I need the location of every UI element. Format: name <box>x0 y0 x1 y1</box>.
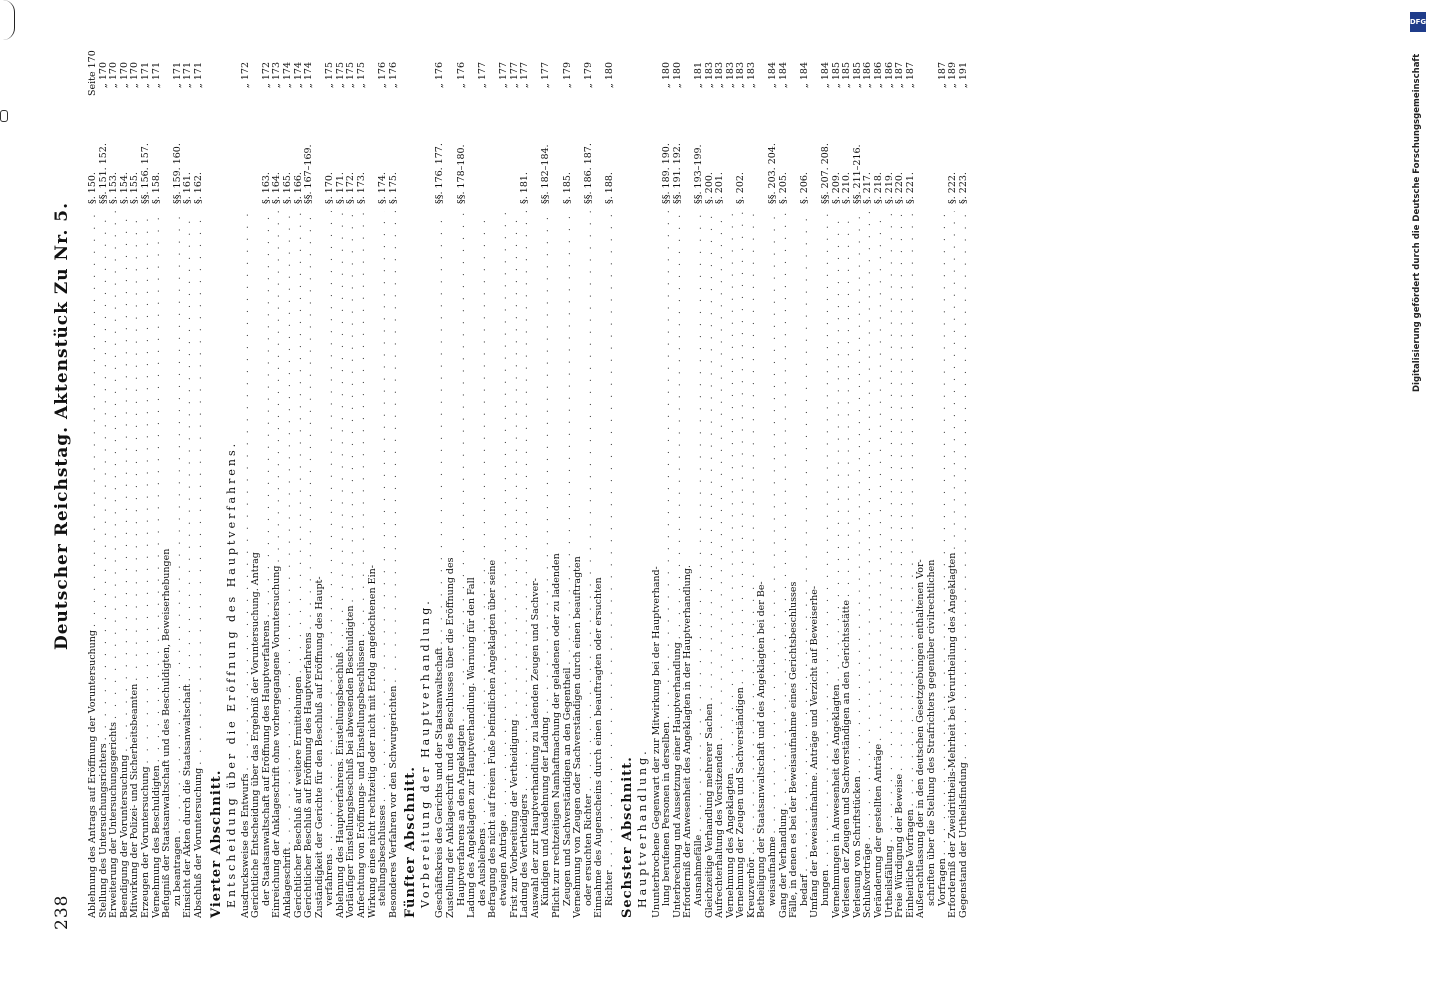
toc-entry-paragraph: §. 170. <box>324 172 336 204</box>
toc-entry-paragraph: §§. 156. 157. <box>139 143 151 204</box>
toc-entry-page: „ 170 <box>108 62 120 89</box>
toc-entry-page: „ 179 <box>582 62 594 89</box>
toc-entry-text: Einnahme des Augenscheins durch einen beauftragten oder ersuchten <box>593 577 605 918</box>
section-title: Vierter Abschnitt. <box>208 769 224 918</box>
toc-entry-page: „ 189 <box>947 62 959 89</box>
toc-entry-paragraph: §. 172. <box>345 172 357 204</box>
toc-entry-text: Mitwirkung der Polizei- und Sicherheitsbeamten <box>129 683 141 918</box>
toc-entry <box>87 50 99 918</box>
toc-entry-paragraph: §. 188. <box>603 172 615 204</box>
toc-entry-text: Vorläufiger Einstellungsbeschluß bei abwesenden Beschuldigten <box>345 605 357 918</box>
toc-entry-text: Beendigung der Voruntersuchung <box>118 754 130 918</box>
toc-entry-paragraph: §. 185. <box>561 172 573 204</box>
toc-entry-page: „ 175 <box>345 62 357 89</box>
toc-entry-text: bedarf <box>798 874 810 906</box>
toc-entry-page: „ 170 <box>118 62 130 89</box>
toc-entry-paragraph: §. 150. <box>87 172 98 204</box>
toc-entry <box>467 62 478 918</box>
leader-dots <box>499 211 510 817</box>
leader-dots <box>885 211 896 842</box>
toc-entry-page: „ 186 <box>883 62 895 89</box>
toc-entry-text: Einreichung der Anklageschrift ohne vorhergegangene Voruntersuchung <box>271 565 283 918</box>
toc-entry-text: Zuständigkeit der Gerichte für den Beschluß auf Eröffnung des Haupt- <box>313 576 325 918</box>
toc-entry-text: Unterbrechung und Aussetzung einer Hauptverhandlung <box>671 642 683 918</box>
toc-entry-text: Ladung des Vertheidigers <box>519 794 531 918</box>
leader-dots <box>705 211 716 701</box>
toc-entry-page: „ 180 <box>603 62 615 89</box>
toc-entry-text: Ablehnung des Hauptverfahrens. Einstellungsbeschluß <box>334 652 346 918</box>
toc-entry <box>736 62 747 918</box>
toc-entry-page: „ 171 <box>182 62 194 89</box>
toc-entry-paragraph: §. 205. <box>777 172 789 204</box>
toc-entry-text: Freie Würdigung der Beweise <box>894 773 906 918</box>
toc-entry-text: Zeugen und Sachverständigen an den Gegentheil <box>561 667 573 906</box>
toc-entry-text: Befragung des nicht auf freiem Fuße befindlichen Angeklagten über seine <box>487 559 499 918</box>
toc-entry-page: „ 177 <box>540 62 552 89</box>
digitization-sidebar <box>1408 0 1430 1000</box>
toc-entry-paragraph: §. 201. <box>714 172 726 204</box>
toc-entry-paragraph: §. 202. <box>735 172 747 204</box>
toc-entry <box>927 62 938 918</box>
toc-entry-page: „ 184 <box>820 62 832 89</box>
toc-entry-paragraph: §. 164. <box>271 172 283 204</box>
toc-entry <box>959 62 970 918</box>
toc-entry-text: Gleichzeitige Verhandlung mehrerer Sachen <box>703 703 715 918</box>
toc-entry-page: „ 185 <box>841 62 853 89</box>
leader-dots <box>948 211 959 550</box>
toc-entry <box>874 62 885 918</box>
toc-entry-text: Gerichtliche Entscheidung über das Ergebniß der Voruntersuchung. Antrag <box>250 552 262 918</box>
toc-entry-text: Anfechtung von Eröffnungs- und Einstellungsbeschlüssen <box>356 639 368 918</box>
toc-entry-text: Verlesen der Zeugen und Sachverständigen an den Gerichtsstätte <box>841 600 853 918</box>
toc-entry-text: Richter <box>603 870 615 906</box>
toc-entry-text: Veränderung der gestellten Anträge <box>873 743 884 918</box>
dfg-logo: DFG <box>1410 12 1426 32</box>
toc-entry-paragraph: §. 165. <box>281 172 293 204</box>
toc-entry-paragraph: §§. 151. 152. <box>97 143 109 204</box>
leader-dots <box>88 211 99 627</box>
toc-entry-page: „ 177 <box>519 62 531 89</box>
leader-dots <box>605 211 616 867</box>
toc-entry <box>141 62 152 918</box>
toc-entry-page: „ 183 <box>745 62 757 89</box>
toc-entry-page: „ 186 <box>862 62 874 89</box>
digitization-note: Digitalisierung gefördert durch die Deutsche Forschungsgemeinschaft <box>1412 53 1422 392</box>
leader-dots <box>346 211 357 603</box>
toc-entry-text: des Ausbleibens <box>476 828 488 906</box>
leader-dots <box>736 211 747 684</box>
toc-entry-text: Vernehmung des Angeklagten <box>724 773 736 918</box>
toc-entry-paragraph: §§. 211–216. <box>851 144 863 204</box>
toc-entry-text: Ununterbrochene Gegenwart der zur Mitwirkung bei der Hauptverhand- <box>650 566 662 918</box>
toc-entry-text: Geschäftskreis des Gerichts und der Staatsanwaltschaft <box>434 647 446 918</box>
toc-entry-text: Fälle, in denen es bei der Beweisaufnahme eines Gerichtsbeschlusses <box>788 581 800 918</box>
toc-entry-text: Vernehmung der Zeugen und Sachverständigen <box>735 687 747 918</box>
toc-entry-text: Pflicht zur rechtzeitigen Namhaftmachung der geladenen oder zu ladenden <box>550 553 562 918</box>
toc-entry-text: Aufrechterhaltung des Vorsitzenden <box>714 743 726 918</box>
toc-entry-text: etwaigen Anträge <box>498 820 509 906</box>
toc-entry-text: schriften über die Stellung des Strafrichters gegenüber civilrechtlichen <box>925 559 937 906</box>
toc-entry <box>283 62 294 918</box>
toc-entry-paragraph: §§. 186. 187. <box>582 143 594 204</box>
toc-entry-text: Gang der Verhandlung <box>777 808 789 918</box>
toc-entry-paragraph: §. 162. <box>192 172 204 204</box>
toc-entry-page: „ 170 <box>97 62 109 89</box>
toc-entry-page: „ 177 <box>508 62 520 89</box>
toc-entry-page: „ 183 <box>703 62 715 89</box>
toc-entry-page: „ 172 <box>260 62 272 89</box>
toc-entry-text: weisaufnahme <box>767 836 779 906</box>
toc-entry-paragraph: §. 181. <box>519 172 531 204</box>
toc-entry-paragraph: §. 222. <box>947 172 959 204</box>
leader-dots <box>768 211 779 834</box>
toc-entry-paragraph: §§. 167–169. <box>303 144 315 204</box>
toc-entry-text: zu beantragen <box>171 836 183 906</box>
toc-entry-page: „ 180 <box>661 62 673 89</box>
section-title: Fünfter Abschnitt. <box>403 766 419 918</box>
toc-entry-text: Erforderniß der Anwesenheit des Angeklagten in der Hauptverhandlung. <box>682 565 694 918</box>
toc-entry-page: „ 176 <box>434 62 446 89</box>
toc-entry-text: Auswahl der zur Hauptverhandlung zu ladenden Zeugen und Sachver- <box>529 577 541 918</box>
page-header <box>52 70 82 930</box>
toc-entry-paragraph: §. 153. <box>108 172 120 204</box>
toc-entry-page: „ 187 <box>894 62 906 89</box>
toc-entry-page: „ 183 <box>735 62 747 89</box>
toc-entry-paragraph: §§. 176. 177. <box>434 143 446 204</box>
toc-entry-text: Stellung des Untersuchungsrichters <box>97 743 109 918</box>
toc-entry-paragraph: §. 161. <box>182 172 194 204</box>
page-title: Deutscher Reichstag. Aktenstück Zu Nr. 5. <box>52 201 72 650</box>
toc-entry-page: „ 176 <box>387 62 399 89</box>
toc-entry-page: „ 187 <box>904 62 916 89</box>
toc-entry-paragraph: §. 223. <box>957 172 969 204</box>
toc-entry-page: „ 172 <box>239 62 251 89</box>
toc-entry-text: Außerachtlassung der in den deutschen Gesetzgebungen enthaltenen Vor- <box>915 559 927 918</box>
toc-entry-paragraph: §. 166. <box>292 172 304 204</box>
toc-entry-paragraph: §. 173. <box>356 172 368 204</box>
toc-entry-text: Besonderes Verfahren vor den Schwurgerichten <box>387 685 399 918</box>
toc-entry-page: „ 176 <box>377 62 389 89</box>
toc-entry-page: „ 191 <box>957 62 969 89</box>
toc-entry-page: „ 175 <box>324 62 336 89</box>
toc-entry-page: „ 174 <box>281 62 293 89</box>
toc-entry-paragraph: §. 158. <box>150 172 162 204</box>
leader-dots <box>272 211 283 563</box>
toc-entry-page: „ 186 <box>873 62 884 89</box>
toc-entry-text: Schlußvorträge <box>862 843 874 918</box>
toc-entry-text: Einsicht der Akten durch die Staatsanwaltschaft <box>182 684 194 918</box>
toc-entry-text: Ladung des Angeklagten zur Hauptverhandlung. Warnung für den Fall <box>466 577 478 918</box>
toc-entry-page: „ 183 <box>714 62 726 89</box>
section-subtitle: Entscheidung über die Eröffnung des Hauptverfahrens. <box>224 440 238 908</box>
toc-entry-text: Urtheilsfällung <box>883 845 895 918</box>
toc-entry-paragraph: §. 200. <box>703 172 715 204</box>
toc-entry-text: Zustellung der Anklageschrift und des Beschlusses über die Eröffnung des <box>445 557 457 918</box>
toc-entry-text: Abschluß der Voruntersuchung <box>192 767 204 918</box>
toc-entry-page: „ 171 <box>192 62 204 89</box>
leader-dots <box>694 211 705 832</box>
toc-entry-text: Vernehmung von Zeugen oder Sachverständigen durch einen beauftragten <box>572 556 584 918</box>
leader-dots <box>510 211 521 717</box>
toc-entry-page: „ 181 <box>692 62 704 89</box>
toc-entry-text: der Staatsanwaltschaft auf Eröffnung des Hauptverfahrens <box>260 620 272 906</box>
leader-dots <box>842 211 853 597</box>
toc-entry-page: „ 187 <box>936 62 948 89</box>
toc-entry-paragraph: §§. 178–180. <box>455 144 467 204</box>
toc-entry-text: Erforderniß der Zweidrittheils-Mehrheit bei Verurtheilung des Angeklagten <box>947 552 959 918</box>
toc-entry-page: „ 171 <box>139 62 151 89</box>
leader-dots <box>99 211 110 740</box>
section-subtitle: Hauptverhandlung. <box>635 748 649 908</box>
toc-entry-paragraph: §. 219. <box>883 172 895 204</box>
toc-entry-page: „ 175 <box>334 62 346 89</box>
toc-entry-text: oder ersuchten Richter <box>582 794 594 906</box>
toc-entry-page: „ 184 <box>777 62 789 89</box>
toc-entry-text: Kündigen und Ausdehnung der Ladung <box>540 716 552 906</box>
toc-entry-paragraph: §. 171. <box>334 172 346 204</box>
leader-dots <box>262 211 273 617</box>
toc-entry-text: verfahrens <box>324 854 336 906</box>
toc-entry-text: Ablehnung des Antrags auf Eröffnung der Voruntersuchung <box>87 630 98 918</box>
leader-dots <box>141 211 152 763</box>
toc-entry-text: Erweiterung der Untersuchungsgerichts <box>108 722 120 918</box>
toc-entry-text: Vernehmung des Beschuldigten <box>150 765 162 918</box>
toc-entry-text: Ausdrucksweise des Entwurfs <box>239 773 251 918</box>
leader-dots <box>389 211 400 683</box>
toc-entry-page: Seite 170 <box>87 50 98 96</box>
toc-entry-text: stellungsbeschlusses <box>377 804 389 906</box>
toc-entry-page: „ 171 <box>171 62 183 89</box>
leader-dots <box>109 211 120 719</box>
toc-entry-page: „ 185 <box>830 62 842 89</box>
toc-entry-paragraph: §§. 182–184. <box>540 144 552 204</box>
leader-dots <box>304 211 315 630</box>
toc-entry-paragraph: §. 221. <box>904 172 916 204</box>
toc-entry-text: Kreuzverhör <box>745 857 757 918</box>
leader-dots <box>294 211 305 673</box>
toc-entry-text: Vorfragen <box>936 858 948 906</box>
toc-entry-text: Gerichtlicher Beschluß auf weitere Ermittelungen <box>292 676 304 918</box>
toc-entry-page: „ 171 <box>150 62 162 89</box>
toc-entry-text: Frist zur Vorbereitung der Vertheidigung <box>508 719 520 918</box>
toc-entry-paragraph: §. 163. <box>260 172 272 204</box>
toc-entry-text: lung berufenen Personen in derselben <box>661 721 673 906</box>
toc-entry-paragraph: §. 217. <box>862 172 874 204</box>
section-subtitle: Vorbereitung der Hauptverhandlung. <box>419 598 433 908</box>
toc-entry-text: Einheitliche Vorfragen <box>904 809 916 918</box>
toc-entry-text: Befugniß der Staatsanwaltschaft und des Beschuldigten, Beweiserhebungen <box>161 548 173 918</box>
toc-entry-page: „ 174 <box>303 62 315 89</box>
toc-entry-paragraph: §. 154. <box>118 172 130 204</box>
leader-dots <box>874 211 885 741</box>
toc-entry <box>194 62 205 918</box>
page-number: 238 <box>52 894 72 930</box>
leader-dots <box>183 211 194 681</box>
leader-dots <box>130 211 141 681</box>
toc-entry-paragraph: §§. 193–199. <box>692 144 704 204</box>
toc-entry <box>488 62 499 918</box>
toc-entry-paragraph: §§. 159. 160. <box>171 143 183 204</box>
leader-dots <box>194 211 205 765</box>
toc-entry-paragraph: §§. 207. 208. <box>820 143 832 204</box>
toc-entry <box>499 62 510 918</box>
toc-entry-text: Vernehmungen in Anwesenheit des Angeklagten <box>830 684 842 918</box>
toc-entry <box>694 62 705 918</box>
leader-dots <box>336 211 347 649</box>
leader-dots <box>715 211 726 741</box>
toc-entry-text: Anklageschrift <box>281 847 293 918</box>
leader-dots <box>853 211 864 773</box>
leader-dots <box>120 211 131 752</box>
leader-dots <box>895 211 906 771</box>
toc-entry-paragraph: §§. 189. 190. <box>661 143 673 204</box>
toc-entry-text: Betheiligung der Staatsanwaltschaft und des Angeklagten bei der Be- <box>756 581 768 918</box>
toc-entry-paragraph: §. 206. <box>798 172 810 204</box>
toc-entry-page: „ 170 <box>129 62 141 89</box>
toc-entry-text: Hauptverfahrens an den Angeklagten <box>455 724 467 906</box>
toc-entry-text: bungen <box>820 869 832 906</box>
toc-entry-page: „ 184 <box>767 62 779 89</box>
toc-entry <box>389 62 400 918</box>
toc-entry-page: „ 177 <box>476 62 488 89</box>
toc-entry-page: „ 179 <box>561 62 573 89</box>
toc-entry-paragraph: §§. 203. 204. <box>767 143 779 204</box>
toc-entry-page: „ 175 <box>356 62 368 89</box>
toc-entry <box>605 62 616 918</box>
section-title: Sechster Abschnitt. <box>619 756 635 918</box>
toc-entry-text: Gerichtlicher Beschluß auf Eröffnung des Hauptverfahrens <box>303 632 315 918</box>
toc-entry-paragraph: §. 175. <box>387 172 399 204</box>
toc-entry-page: „ 185 <box>851 62 863 89</box>
toc-entry-page: „ 184 <box>798 62 810 89</box>
toc-entry-text: Erzeugen der Voruntersuchung <box>139 766 151 918</box>
toc-entry-text: Gegenstand der Urtheilsfindung <box>957 762 969 918</box>
toc-entry-paragraph: §. 155. <box>129 172 141 204</box>
toc-entry-paragraph: §. 218. <box>873 172 884 204</box>
toc-entry-paragraph: §. 174. <box>377 172 389 204</box>
toc-entry-page: „ 176 <box>455 62 467 89</box>
table-of-contents <box>87 50 969 918</box>
toc-entry-page: „ 183 <box>724 62 736 89</box>
toc-entry-paragraph: §. 210. <box>841 172 853 204</box>
toc-entry-paragraph: §§. 191. 192. <box>671 143 683 204</box>
toc-entry-text: Umfang der Beweisaufnahme. Anträge und Verzicht auf Beweiserhe- <box>809 585 821 918</box>
leader-dots <box>959 211 970 759</box>
toc-entry-paragraph: §. 209. <box>830 172 842 204</box>
leader-dots <box>283 211 294 845</box>
toc-entry-text: Verlesung von Schriftstücken <box>851 776 863 918</box>
toc-entry-text: Wirkung eines nicht rechtzeitig oder nicht mit Erfolg angefochtenen Ein- <box>366 565 378 918</box>
toc-entry <box>552 62 563 918</box>
toc-entry-page: „ 177 <box>498 62 509 89</box>
toc-entry-text: Ausnahmefälle <box>692 834 704 906</box>
toc-entry-page: „ 173 <box>271 62 283 89</box>
toc-entry-page: „ 174 <box>292 62 304 89</box>
toc-entry-paragraph: §. 220. <box>894 172 906 204</box>
toc-entry-page: „ 180 <box>671 62 683 89</box>
